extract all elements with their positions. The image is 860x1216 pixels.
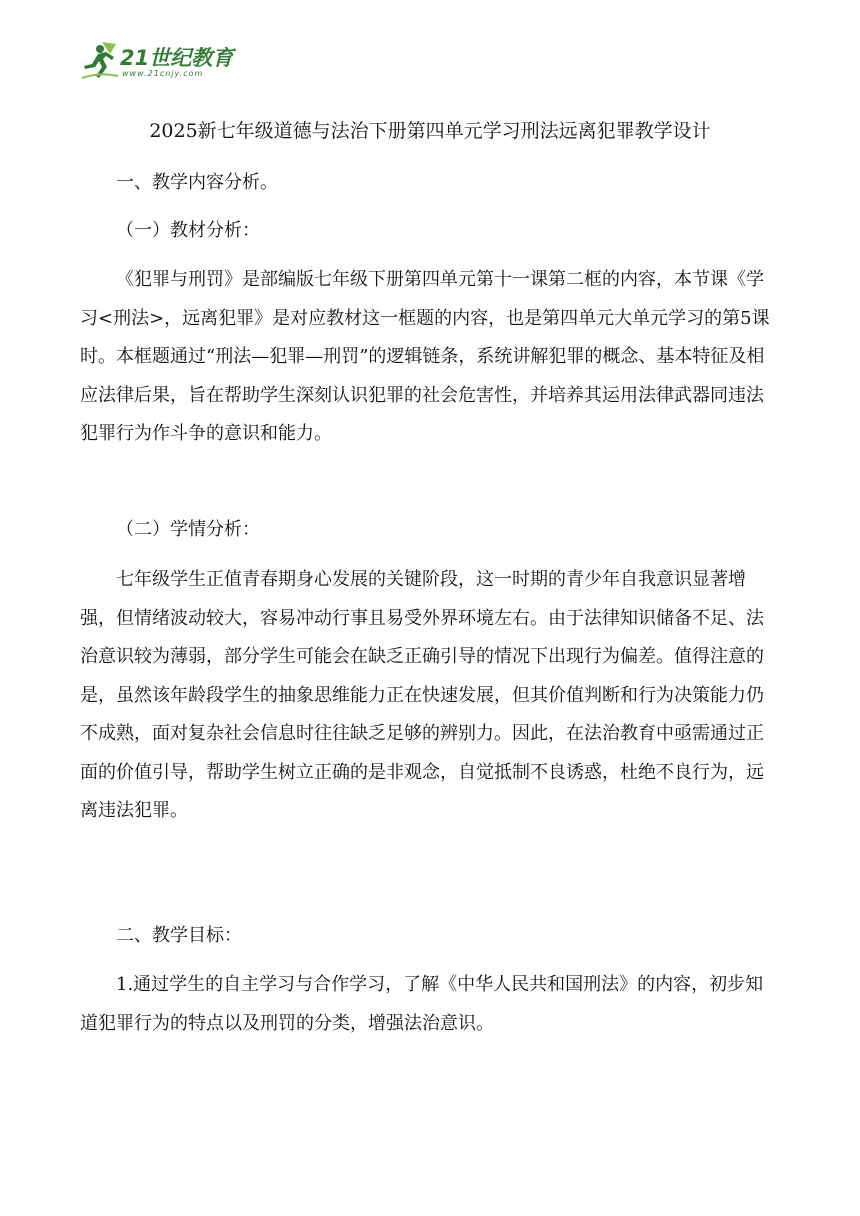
subsection-heading-student-analysis: （二）学情分析： xyxy=(116,519,260,540)
document-title: 2025新七年级道德与法治下册第四单元学习刑法远离犯罪教学设计 xyxy=(149,120,711,142)
subsection-heading-textbook-analysis: （一）教材分析： xyxy=(116,220,260,241)
paragraph-textbook-analysis: 《犯罪与刑罚》是部编版七年级下册第四单元第十一课第二框的内容，本节课《学习<刑法>，远离犯罪》是对应教材这一框题的内容，也是第四单元大单元学习的第5课时。本框题通过“刑法—犯罪—刑罚”的逻辑链条，系统讲解犯罪的概念、基本特征及相应法律后果，旨在帮助学生深刻认识犯罪的社会危害性，并培养其运用法律武器同违法犯罪行为作斗争的意识和能力。 xyxy=(80,269,770,444)
site-logo xyxy=(80,40,260,84)
runner-logo-icon xyxy=(80,40,120,82)
logo-url: www.21cnjy.com xyxy=(122,69,204,78)
logo-text: 21世纪教育 xyxy=(120,46,234,70)
paragraph-goal-1: 1.通过学生的自主学习与合作学习，了解《中华人民共和国刑法》的内容，初步知道犯罪行为的特点以及刑罚的分类，增强法治意识。 xyxy=(80,974,764,1034)
section-heading-teaching-goals: 二、教学目标： xyxy=(116,925,242,946)
paragraph-student-analysis: 七年级学生正值青春期身心发展的关键阶段，这一时期的青少年自我意识显著增强，但情绪波动较大，容易冲动行事且易受外界环境左右。由于法律知识储备不足、法治意识较为薄弱，部分学生可能会在缺乏正确引导的情况下出现行为偏差。值得注意的是，虽然该年龄段学生的抽象思维能力正在快速发展，但其价值判断和行为决策能力仍不成熟，面对复杂社会信息时往往缺乏足够的辨别力。因此，在法治教育中亟需通过正面的价值引导，帮助学生树立正确的是非观念，自觉抵制不良诱惑，杜绝不良行为，远离违法犯罪。 xyxy=(80,569,764,821)
section-heading-content-analysis: 一、教学内容分析。 xyxy=(116,172,278,193)
